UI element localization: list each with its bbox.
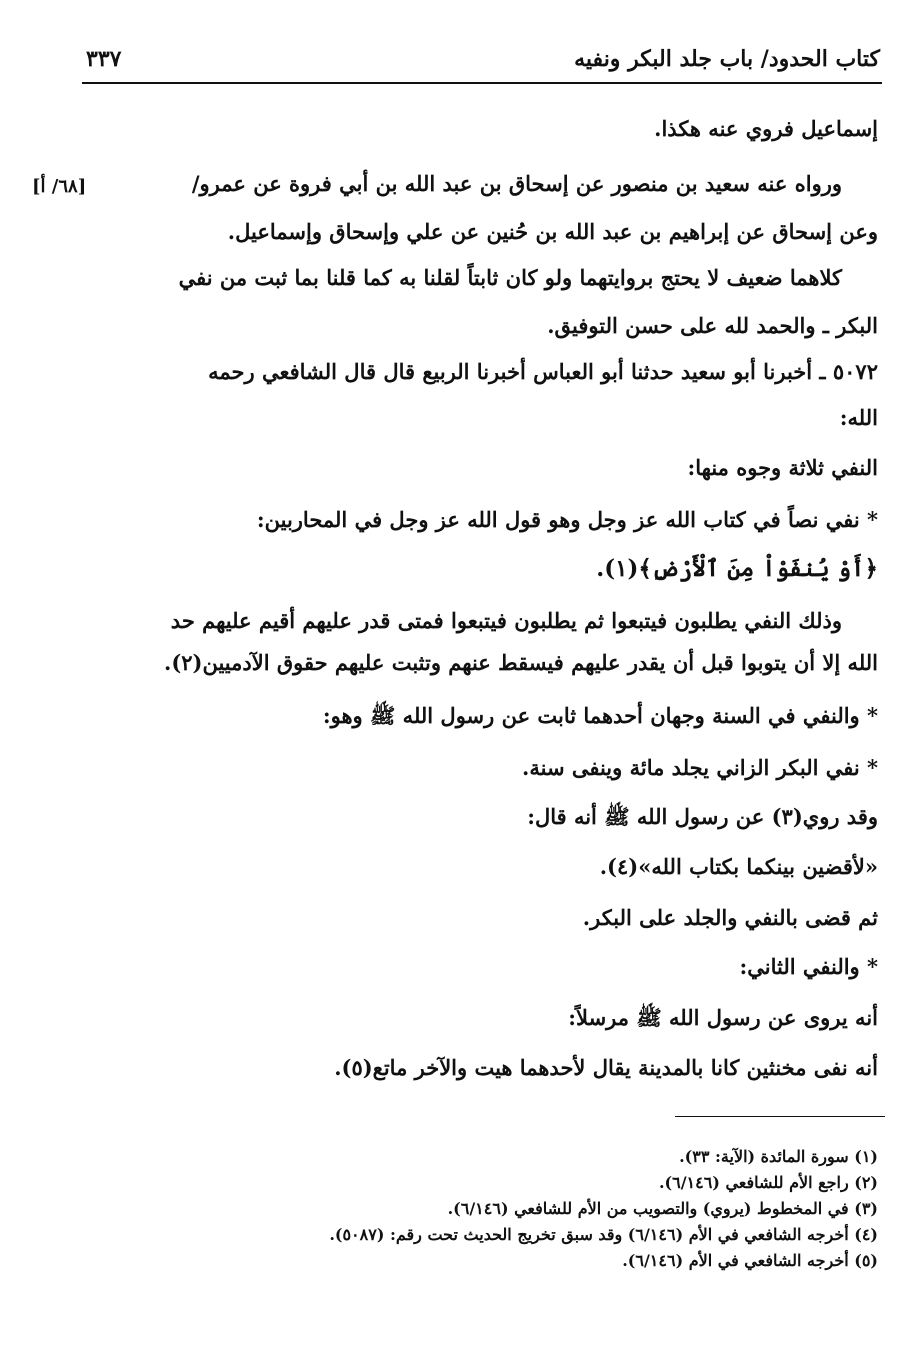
- manuscript-folio-note: [٦٨/ أ]: [32, 176, 87, 197]
- bullet-item: * نفي نصاً في كتاب الله عز وجل وهو قول الله عز وجل في المحاربين:: [256, 507, 878, 532]
- footnote: (١) سورة المائدة (الآية: ٣٣).: [679, 1147, 878, 1166]
- text-line: البكر ـ والحمد لله على حسن التوفيق.: [547, 313, 878, 338]
- hadith-quote: «لأقضين بينكما بكتاب الله»(٤).: [599, 854, 878, 879]
- text-line: إسماعيل فروي عنه هكذا.: [654, 116, 878, 141]
- text-line: كلاهما ضعيف لا يحتج بروايتهما ولو كان ثابتاً لقلنا به كما قلنا بما ثبت من نفي: [178, 265, 842, 290]
- footnote-divider: [675, 1116, 885, 1117]
- running-header-title: كتاب الحدود/ باب جلد البكر ونفيه: [574, 46, 880, 72]
- header-divider: [82, 82, 882, 84]
- text-line: وقد روي(٣) عن رسول الله ﷺ أنه قال:: [527, 804, 878, 829]
- text-line: ثم قضى بالنفي والجلد على البكر.: [582, 905, 878, 930]
- text-line: ورواه عنه سعيد بن منصور عن إسحاق بن عبد الله بن أبي فروة عن عمرو/: [191, 171, 842, 196]
- footnotes: [118, 1144, 878, 1274]
- hadith-number-line: ٥٠٧٢ ـ أخبرنا أبو سعيد حدثنا أبو العباس أخبرنا الربيع قال قال الشافعي رحمه: [208, 359, 878, 384]
- text-line: الله:: [839, 405, 878, 430]
- footnote: (٢) راجع الأم للشافعي (٦/١٤٦).: [658, 1173, 878, 1192]
- text-line: أنه يروى عن رسول الله ﷺ مرسلاً:: [568, 1005, 878, 1030]
- bullet-item: * والنفي الثاني:: [739, 954, 878, 979]
- bullet-item: * نفي البكر الزاني يجلد مائة وينفى سنة.: [522, 755, 878, 780]
- text-line: أنه نفى مخنثين كانا بالمدينة يقال لأحدهما هيت والآخر ماتع(٥).: [334, 1055, 878, 1080]
- text-line: وعن إسحاق عن إبراهيم بن عبد الله بن حُنين عن علي وإسحاق وإسماعيل.: [227, 219, 878, 244]
- page-number: ٣٣٧: [86, 46, 122, 72]
- footnote: (٥) أخرجه الشافعي في الأم (٦/١٤٦).: [622, 1251, 878, 1270]
- footnote: (٤) أخرجه الشافعي في الأم (٦/١٤٦) وقد سبق تخريج الحديث تحت رقم: (٥٠٨٧).: [329, 1225, 878, 1244]
- text-line: الله إلا أن يتوبوا قبل أن يقدر عليهم فيسقط عنهم وتثبت عليهم حقوق الآدميين(٢).: [164, 650, 878, 675]
- text-line: النفي ثلاثة وجوه منها:: [687, 455, 878, 480]
- footnote: (٣) في المخطوط (يروي) والتصويب من الأم للشافعي (٦/١٤٦).: [447, 1199, 878, 1218]
- bullet-item: * والنفي في السنة وجهان أحدهما ثابت عن رسول الله ﷺ وهو:: [322, 703, 878, 728]
- quran-verse: ﴿أَوْ يُنفَوْاْ مِنَ ٱلْأَرْضِ﴾(١).: [596, 555, 878, 582]
- text-line: وذلك النفي يطلبون فيتبعوا ثم يطلبون فيتبعوا فمتى قدر عليهم أقيم عليهم حد: [170, 608, 842, 633]
